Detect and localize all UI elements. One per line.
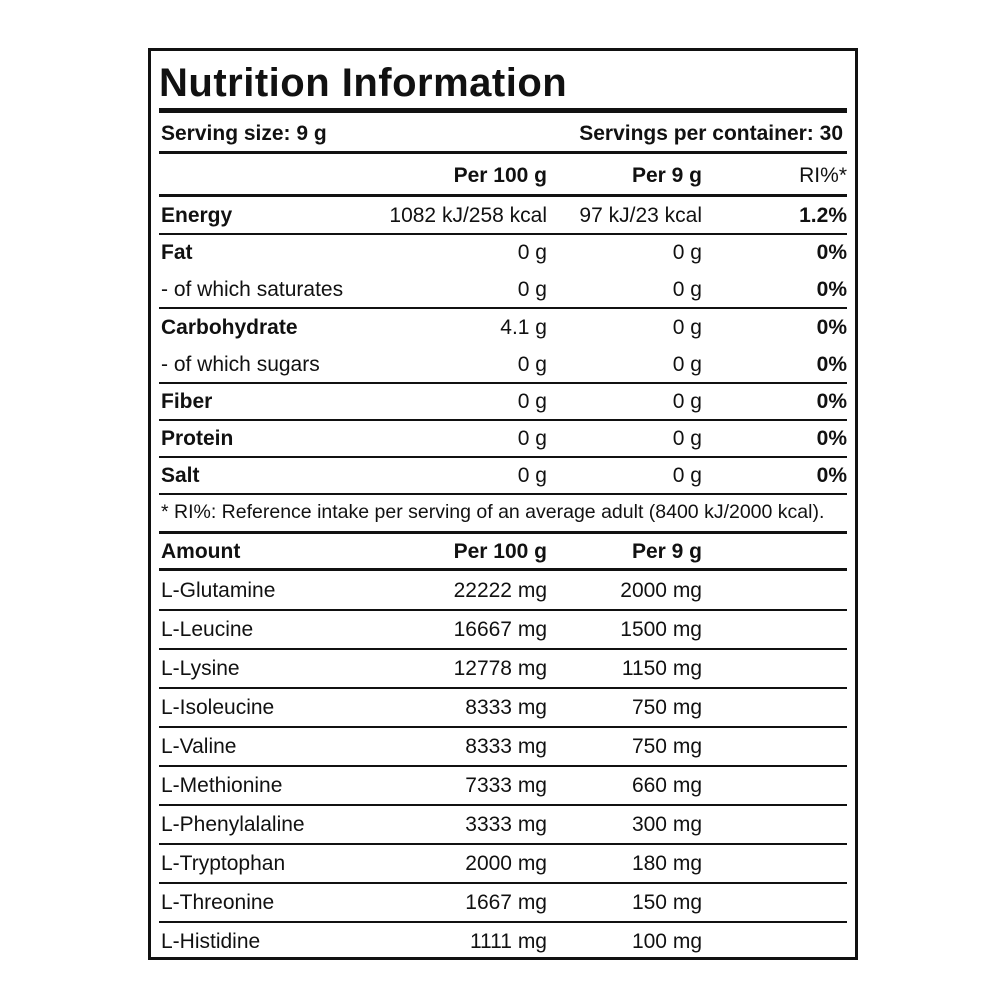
nutrient-per9: 97 kJ/23 kcal [579, 204, 702, 227]
amino-row [159, 610, 847, 649]
amino-row [159, 727, 847, 766]
nutrient-name: - of which saturates [161, 278, 344, 301]
amino-name: L-Valine [161, 735, 237, 758]
nutrient-per100: 0 g [517, 278, 547, 301]
amino-per100: 12778 mg [453, 657, 547, 680]
amino-per100: 16667 mg [453, 618, 547, 641]
nutrient-ri: 0% [816, 316, 847, 339]
amino-per9: 750 mg [631, 735, 702, 758]
nutrient-per100: 1082 kJ/258 kcal [389, 204, 547, 227]
amino-per9: 1500 mg [620, 618, 702, 641]
nutrient-per100: 0 g [517, 464, 547, 487]
amount-header-per9: Per 9 g [631, 540, 702, 563]
nutrient-ri: 0% [816, 353, 847, 376]
amino-row [159, 766, 847, 805]
nutrition-row [159, 457, 847, 494]
servings-per-container: Servings per container: 30 [579, 122, 843, 145]
nutrient-ri: 0% [816, 427, 847, 450]
nutrient-name: Fiber [161, 390, 213, 413]
amino-per9: 2000 mg [620, 579, 702, 602]
nutrient-per9: 0 g [672, 464, 702, 487]
nutrient-ri: 1.2% [799, 204, 847, 227]
amino-per100: 8333 mg [465, 696, 547, 719]
amino-row [159, 805, 847, 844]
nutrient-ri: 0% [816, 241, 847, 264]
nutrient-name: Salt [161, 464, 200, 487]
amino-row [159, 883, 847, 922]
amino-name: L-Tryptophan [161, 852, 286, 875]
amount-header-per100: Per 100 g [453, 540, 547, 563]
nutrient-name: Carbohydrate [161, 316, 298, 339]
nutrient-name: - of which sugars [161, 353, 320, 376]
amino-per9: 100 mg [631, 930, 702, 953]
nutrition-row [159, 234, 847, 271]
amino-per100: 22222 mg [453, 579, 547, 602]
nutrition-row [159, 420, 847, 457]
amino-row [159, 688, 847, 727]
amount-header-row [159, 533, 847, 570]
amino-name: L-Histidine [161, 930, 261, 953]
serving-size: Serving size: 9 g [161, 122, 327, 145]
nutrient-ri: 0% [816, 464, 847, 487]
nutrient-per9: 0 g [672, 241, 702, 264]
amino-per9: 660 mg [631, 774, 702, 797]
amino-per100: 1111 mg [469, 930, 547, 953]
nutrition-row [159, 346, 847, 383]
amino-name: L-Isoleucine [161, 696, 275, 719]
nutrient-ri: 0% [816, 390, 847, 413]
amount-header-name: Amount [161, 540, 241, 563]
amino-per9: 180 mg [631, 852, 702, 875]
amino-row [159, 571, 847, 610]
nutrient-per9: 0 g [672, 353, 702, 376]
nutrition-header-per100: Per 100 g [453, 164, 547, 187]
nutrient-per100: 4.1 g [500, 316, 547, 339]
nutrition-header-ri: RI%* [799, 164, 847, 187]
nutrition-row [159, 197, 847, 234]
nutrient-name: Protein [161, 427, 234, 450]
nutrient-ri: 0% [816, 278, 847, 301]
amino-per100: 2000 mg [465, 852, 547, 875]
nutrient-per9: 0 g [672, 390, 702, 413]
label-title: Nutrition Information [159, 61, 568, 105]
nutrition-header-row [159, 157, 847, 194]
nutrient-per100: 0 g [517, 390, 547, 413]
amino-name: L-Leucine [161, 618, 254, 641]
nutrient-per9: 0 g [672, 316, 702, 339]
amino-per100: 3333 mg [465, 813, 547, 836]
nutrient-per9: 0 g [672, 427, 702, 450]
serving-row [159, 115, 847, 152]
nutrition-row [159, 271, 847, 308]
amino-name: L-Glutamine [161, 579, 276, 602]
amino-name: L-Phenylalaline [161, 813, 305, 836]
amino-per9: 1150 mg [621, 657, 702, 680]
nutrition-header-per9: Per 9 g [631, 164, 702, 187]
nutrition-row [159, 309, 847, 346]
amino-per9: 150 mg [631, 891, 702, 914]
nutrient-per9: 0 g [672, 278, 702, 301]
nutrient-per100: 0 g [517, 427, 547, 450]
nutrient-name: Fat [161, 241, 193, 264]
ri-footnote: * RI%: Reference intake per serving of an average adult (8400 kJ/2000 kcal). [161, 501, 825, 523]
nutrient-per100: 0 g [517, 241, 547, 264]
amino-name: L-Methionine [161, 774, 283, 797]
serving-rule [159, 151, 847, 154]
amino-row [159, 649, 847, 688]
amino-row [159, 922, 847, 961]
nutrition-label [148, 48, 858, 960]
amino-per100: 7333 mg [465, 774, 547, 797]
nutrition-row [159, 383, 847, 420]
amino-per100: 8333 mg [465, 735, 547, 758]
amino-per100: 1667 mg [465, 891, 547, 914]
title-rule [159, 108, 847, 113]
amino-name: L-Threonine [161, 891, 275, 914]
amino-per9: 300 mg [631, 813, 702, 836]
amino-per9: 750 mg [631, 696, 702, 719]
nutrient-per100: 0 g [517, 353, 547, 376]
amino-name: L-Lysine [161, 657, 240, 680]
nutrient-name: Energy [161, 204, 233, 227]
nutrition-label-inner [159, 51, 847, 957]
amino-row [159, 844, 847, 883]
